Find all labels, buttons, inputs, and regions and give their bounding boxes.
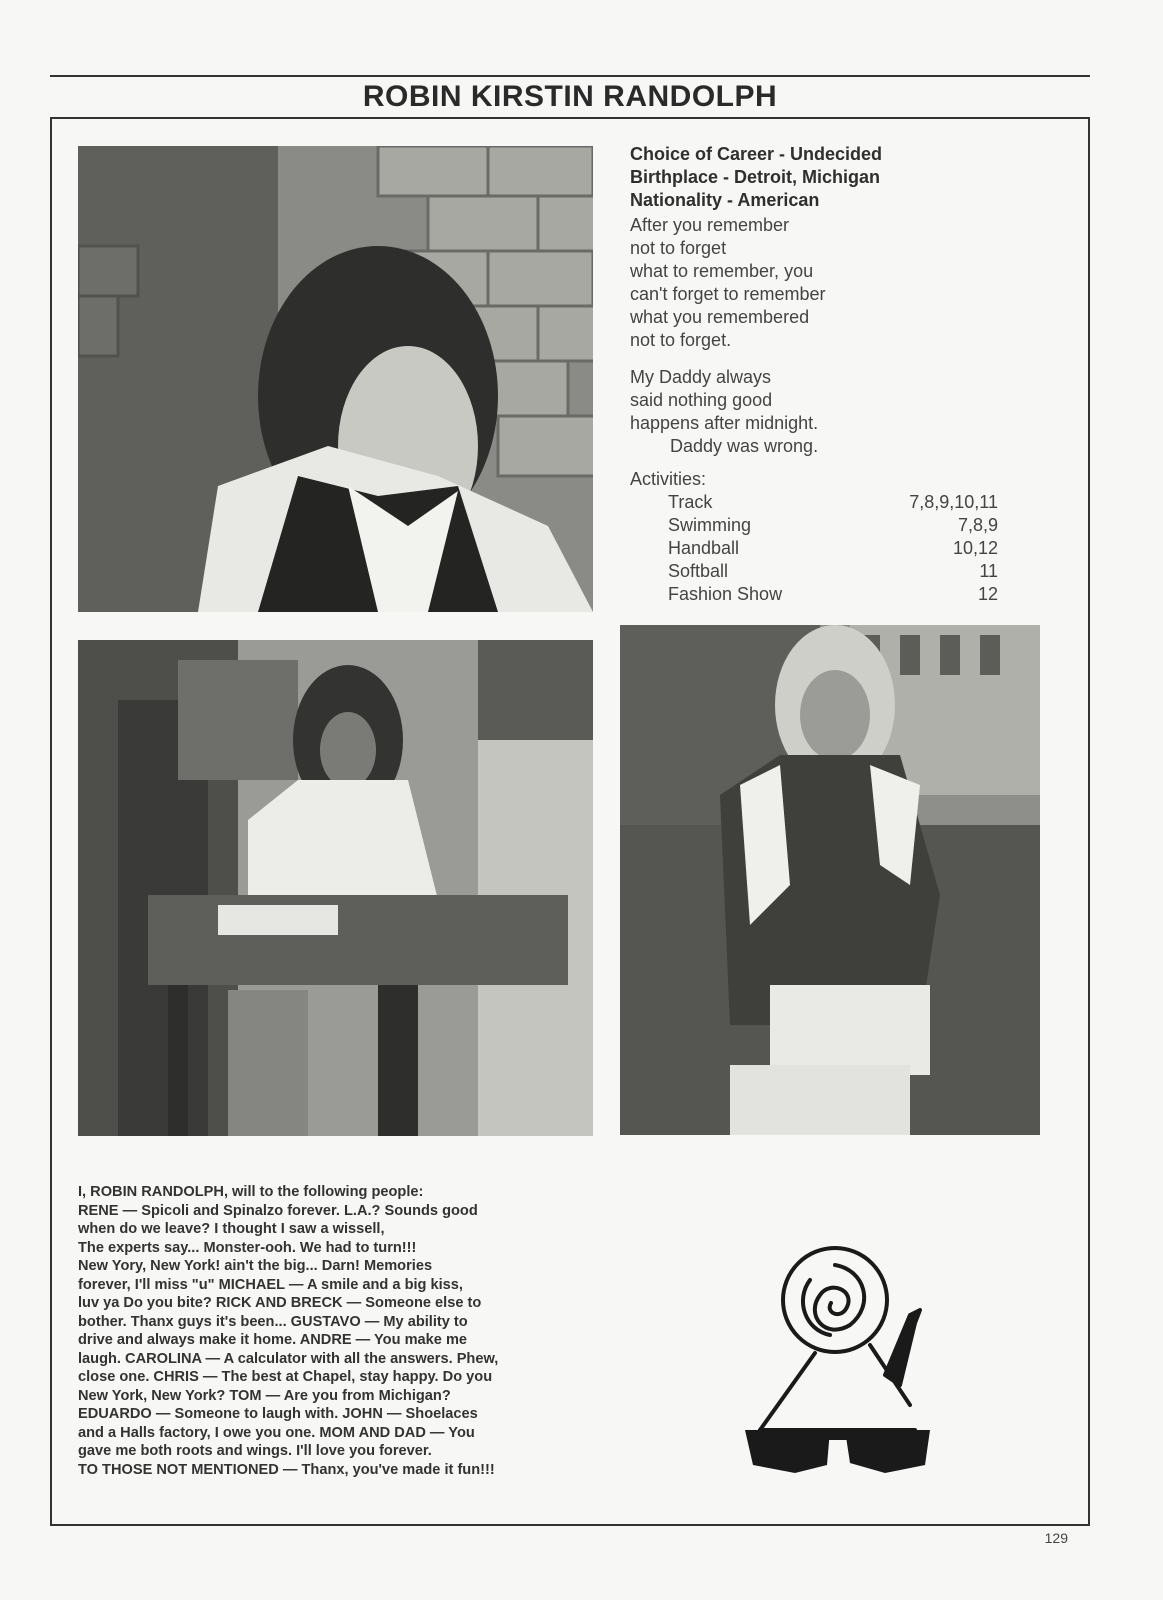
activity-name: Handball — [668, 538, 740, 558]
will-line: luv ya Do you bite? RICK AND BRECK — Someone else to — [78, 1295, 482, 1311]
will-line: New York, New York? TOM — Are you from Michigan? — [78, 1387, 451, 1404]
will-line: close one. CHRIS — The best at Chapel, stay happy. Do you — [78, 1369, 493, 1385]
will-line: New Yory, New York! ain't the big... Darn! Memories — [78, 1258, 433, 1274]
poem-line: happens after midnight. — [630, 413, 819, 433]
will-line: TO THOSE NOT MENTIONED — Thanx, you've made it fun!!! — [78, 1461, 495, 1478]
activity-years: 7,8,9 — [957, 515, 998, 535]
activity-name: Track — [668, 492, 713, 512]
will-line: RENE — Spicoli and Spinalzo forever. L.A.? Sounds good — [78, 1202, 478, 1219]
activity-row — [630, 514, 998, 537]
poem-line: not to forget — [630, 238, 727, 258]
activity-years: 7,8,9,10,11 — [909, 492, 998, 512]
page-number: 129 — [1044, 1530, 1068, 1546]
poem-line: what you remembered — [630, 307, 810, 327]
portrait-photo — [78, 146, 593, 612]
poem-line: My Daddy always — [630, 367, 772, 387]
info-column — [630, 143, 1070, 606]
activity-row — [630, 537, 998, 560]
desk-photo — [78, 640, 593, 1136]
activity-row — [630, 560, 998, 583]
will-line: gave me both roots and wings. I'll love you forever. — [78, 1443, 432, 1459]
will-line: when do we leave? I thought I saw a wissell, — [78, 1221, 385, 1237]
activity-row — [630, 583, 998, 606]
poem-line: said nothing good — [630, 390, 773, 410]
poem-remember — [630, 214, 1070, 352]
will-line: and a Halls factory, I owe you one. MOM AND DAD — You — [78, 1424, 475, 1441]
will-line: forever, I'll miss "u" MICHAEL — A smile and a big kiss, — [78, 1276, 463, 1293]
activities-list — [630, 468, 1070, 606]
poem-line: what to remember, you — [630, 261, 814, 281]
poem-line: can't forget to remember — [630, 284, 826, 304]
activity-name: Softball — [668, 561, 729, 581]
poem-line: Daddy was wrong. — [670, 436, 819, 456]
will-line: I, ROBIN RANDOLPH, will to the following people: — [78, 1184, 424, 1200]
page-title: ROBIN KIRSTIN RANDOLPH — [362, 80, 778, 113]
poem-daddy — [630, 366, 1070, 458]
will-line: laugh. CAROLINA — A calculator with all the answers. Phew, — [78, 1350, 499, 1367]
activities-heading: Activities: — [630, 469, 707, 489]
activity-years: 10,12 — [952, 538, 998, 558]
career-line: Choice of Career - Undecided — [630, 144, 883, 164]
sunglasses-doodle-icon — [735, 1225, 975, 1475]
will-line: drive and always make it home. ANDRE — You make me — [78, 1332, 468, 1348]
poem-line: After you remember — [630, 215, 790, 235]
activity-row — [630, 491, 998, 514]
will-line: The experts say... Monster-ooh. We had to turn!!! — [78, 1239, 417, 1256]
last-will-text — [78, 1183, 638, 1479]
will-line: bother. Thanx guys it's been... GUSTAVO — My ability to — [78, 1313, 468, 1330]
poem-line: not to forget. — [630, 330, 732, 350]
activity-years: 11 — [979, 561, 998, 581]
outdoor-photo — [620, 625, 1040, 1135]
nationality-line: Nationality - American — [630, 190, 820, 210]
activity-years: 12 — [977, 584, 998, 604]
activity-name: Fashion Show — [668, 584, 783, 604]
top-rule — [50, 75, 1090, 77]
birthplace-line: Birthplace - Detroit, Michigan — [630, 167, 881, 187]
will-line: EDUARDO — Someone to laugh with. JOHN — Shoelaces — [78, 1406, 478, 1422]
activity-name: Swimming — [668, 515, 752, 535]
